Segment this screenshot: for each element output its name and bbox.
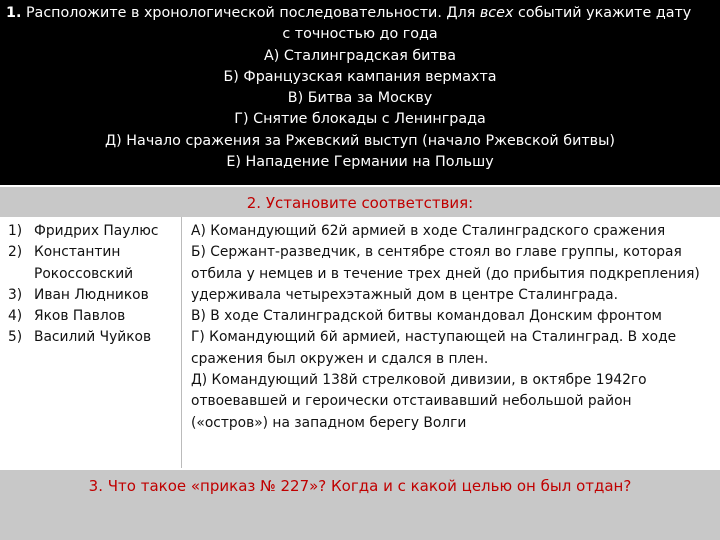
task-3-question: 3. Что такое «приказ № 227»? Когда и с какой целью он был отдан? xyxy=(88,477,632,495)
description-item: Г) Командующий 6й армией, наступающей на Сталинград. В ходе сражения был окружен и сдался в плен. xyxy=(191,329,677,367)
person-name: Константин Рокоссовский xyxy=(34,244,134,282)
task-2-matching-table xyxy=(0,217,720,468)
person-number: 3) xyxy=(8,286,23,303)
person-number: 1) xyxy=(8,223,23,239)
person-item xyxy=(8,327,181,348)
event-item: Д) Начало сражения за Ржевский выступ (начало Ржевской битвы) xyxy=(105,132,615,149)
person-number: 5) xyxy=(8,329,23,346)
person-item xyxy=(8,242,181,285)
task-1-block xyxy=(0,0,720,185)
person-number: 4) xyxy=(8,308,23,325)
event-item: Е) Нападение Германии на Польшу xyxy=(226,154,494,171)
event-item: Г) Снятие блокады с Ленинграда xyxy=(234,111,486,128)
person-name: Иван Людников xyxy=(34,286,149,303)
event-item: Б) Французская кампания вермахта xyxy=(223,68,497,85)
description-item: А) Командующий 62й армией в ходе Сталинградского сражения xyxy=(191,223,666,239)
task-2-title: 2. Установите соответствия: xyxy=(0,185,720,217)
event-item: А) Сталинградская битва xyxy=(263,47,456,64)
person-name: Яков Павлов xyxy=(34,308,126,325)
person-item xyxy=(8,306,181,327)
descriptions-column xyxy=(183,217,720,468)
task-3-block xyxy=(0,468,720,540)
task-1-question-italic: всех xyxy=(479,5,514,21)
person-number: 2) xyxy=(8,244,23,261)
task-1-question-part2: событий укажите дату xyxy=(517,5,692,21)
task-1-question xyxy=(6,3,714,24)
description-item: Д) Командующий 138й стрелковой дивизии, в октябре 1942го отвоевавшей и героически отстаивавший небольшой район («остров») на западном берегу Волги xyxy=(191,372,647,431)
person-name: Фридрих Паулюс xyxy=(34,223,159,239)
task-1-question-line2: с точностью до года xyxy=(282,26,438,43)
people-column xyxy=(0,217,182,468)
person-item xyxy=(8,285,181,306)
person-item xyxy=(8,221,181,242)
description-item: В) В ходе Сталинградской битвы командовал Донским фронтом xyxy=(191,308,662,325)
person-name: Василий Чуйков xyxy=(34,329,152,346)
task-1-question-part1: Расположите в хронологической последовательности. Для xyxy=(25,5,476,21)
task-1-number: 1. xyxy=(6,5,22,21)
event-item: В) Битва за Москву xyxy=(287,90,433,107)
task-1-event-list xyxy=(6,46,714,174)
description-item: Б) Сержант-разведчик, в сентябре стоял во главе группы, которая отбила у немцев и в течение трех дней (до прибытия подкрепления) удерживала четырехэтажный дом в центре Сталинграда. xyxy=(191,244,700,303)
